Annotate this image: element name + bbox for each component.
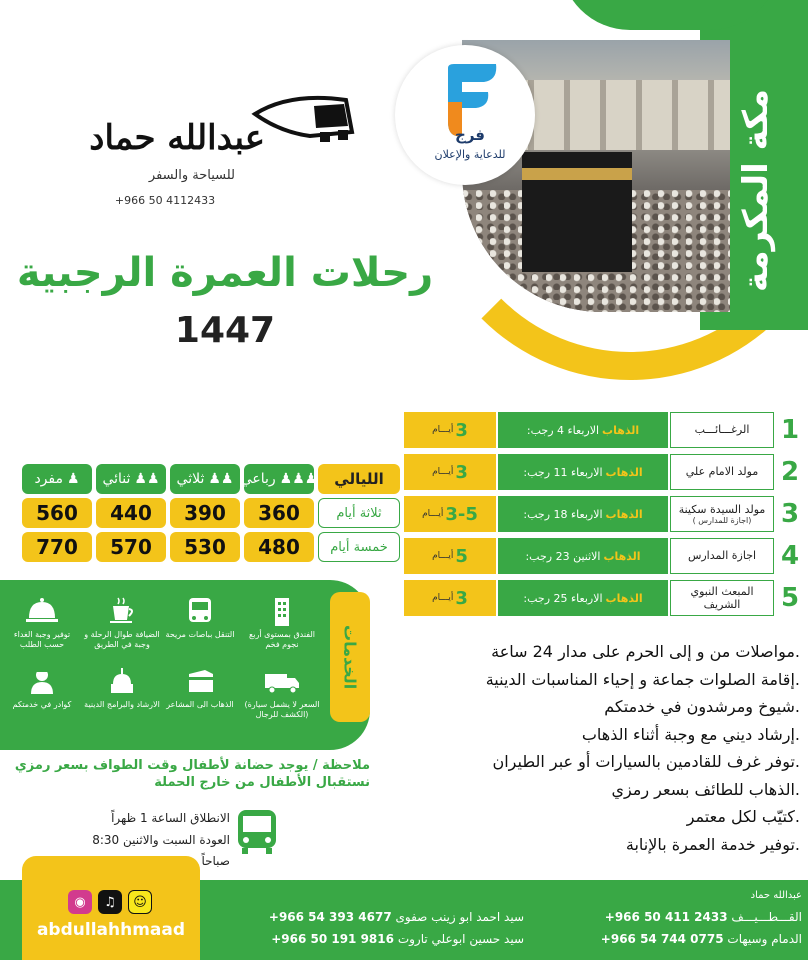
trip-name: اجازة المدارس bbox=[670, 538, 774, 574]
trip-days: أيـــام 3-5 bbox=[404, 496, 496, 532]
coffee-cup-icon bbox=[103, 596, 141, 626]
service-item: الضيافة طوال الرحلة و وجبة في الطريق bbox=[84, 596, 160, 650]
feature-item: مواصلات من و إلى الحرم على مدار 24 ساعة. bbox=[491, 642, 800, 661]
service-item: (السعر لا يشمل سيارة الكشف للرجال) bbox=[244, 666, 320, 720]
price-cell: 390 bbox=[170, 498, 240, 528]
bus-icon bbox=[181, 596, 219, 626]
feature-item: إرشاد ديني مع وجبة أثناء الذهاب. bbox=[581, 724, 800, 744]
price-row-label: خمسة أيام bbox=[318, 532, 400, 562]
contact-qatif: +966 50 411 2433 القـــطـــيـــف bbox=[604, 910, 802, 924]
feature-item: الذهاب للطائف بسعر رمزي. bbox=[611, 779, 800, 799]
brand-tagline: للسياحة والسفر bbox=[148, 168, 235, 183]
price-header-double: ثنائي ♟♟ bbox=[96, 464, 166, 494]
social-handle[interactable]: abdullahhmaad bbox=[36, 920, 186, 940]
trip-row bbox=[404, 410, 804, 450]
brand-bus-logo-icon bbox=[250, 92, 360, 152]
trip-name: مولد السيدة سكينة ( اجازة للمدارس) bbox=[670, 496, 774, 532]
price-cell: 770 bbox=[22, 532, 92, 562]
trip-date: :الاربعاء 4 رجب الذهاب bbox=[498, 412, 668, 448]
trip-number: 4 bbox=[780, 541, 800, 571]
price-cell: 570 bbox=[96, 532, 166, 562]
service-item: الفندق بمستوى أربع نجوم فخم bbox=[244, 596, 320, 650]
kaaba-icon bbox=[181, 666, 219, 696]
feature-item: توفير خدمة العمرة بالإنابة. bbox=[625, 834, 800, 854]
feature-item: إقامة الصلوات جماعة و إحياء المناسبات الدينية. bbox=[485, 669, 800, 689]
trip-name: المبعث النبوي الشريف bbox=[670, 580, 774, 616]
trip-days: أيـــام 3 bbox=[404, 412, 496, 448]
service-item: توفير وجبة الغداء حسب الطلب bbox=[4, 596, 80, 650]
agency-name: فرج bbox=[455, 126, 485, 144]
service-item: التنقل بباصات مريحة bbox=[162, 596, 238, 640]
snapchat-icon[interactable]: ☺ bbox=[128, 890, 152, 914]
trip-row bbox=[404, 494, 804, 534]
contact-dammam: +966 54 744 0775 الدمام وسيهات bbox=[600, 932, 802, 946]
service-item: الذهاب الى المشاعر bbox=[162, 666, 238, 710]
trip-number: 5 bbox=[780, 583, 800, 613]
region-title: مكة المكرمة bbox=[736, 88, 776, 292]
price-cell: 480 bbox=[244, 532, 314, 562]
trip-date: :الاربعاء 11 رجب الذهاب bbox=[498, 454, 668, 490]
contact-safwa: +966 54 393 4677 سيد احمد ابو زينب صفوى bbox=[268, 910, 524, 924]
trip-row bbox=[404, 452, 804, 492]
price-cell: 440 bbox=[96, 498, 166, 528]
trip-date: :الاربعاء 18 رجب الذهاب bbox=[498, 496, 668, 532]
price-header-single: مفرد ♟ bbox=[22, 464, 92, 494]
price-row-label: ثلاثة أيام bbox=[318, 498, 400, 528]
trip-date: :الاثنين 23 رجب الذهاب bbox=[498, 538, 668, 574]
contact-name: عبدالله حماد bbox=[750, 890, 802, 901]
nights-header: الليالي bbox=[318, 464, 400, 494]
trip-days: أيـــام 3 bbox=[404, 580, 496, 616]
nursery-note: ملاحظة / يوجد حضانة لأطفال وقت الطواف بسعر رمزي نستقبال الأطفال من خارج الحملة bbox=[14, 758, 370, 790]
feature-item: شيوخ ومرشدون في خدمتكم. bbox=[604, 697, 800, 717]
agency-tagline: للدعاية والإعلان bbox=[434, 148, 506, 161]
trip-days: أيـــام 3 bbox=[404, 454, 496, 490]
staff-icon bbox=[23, 666, 61, 696]
features-list bbox=[380, 638, 800, 858]
mosque-icon bbox=[103, 666, 141, 696]
instagram-icon[interactable]: ◉ bbox=[68, 890, 92, 914]
trip-name: مولد الامام علي bbox=[670, 454, 774, 490]
page-title: رحلات العمرة الرجبية bbox=[16, 250, 434, 296]
departure-time: الانطلاق الساعة 1 ظهراً bbox=[111, 811, 230, 825]
trip-number: 1 bbox=[780, 415, 800, 445]
services-title: الخدمات bbox=[330, 592, 370, 722]
truck-icon bbox=[263, 666, 301, 696]
service-item: الارشاد والبرامج الدينية bbox=[84, 666, 160, 710]
brand-name: عبدالله حماد bbox=[89, 118, 265, 158]
trip-name: الرغـــائـــب bbox=[670, 412, 774, 448]
kaaba-icon bbox=[522, 152, 632, 272]
price-header-triple: ثلاثي ♟♟ bbox=[170, 464, 240, 494]
price-cell: 360 bbox=[244, 498, 314, 528]
service-item: كوادر في خدمتكم bbox=[4, 666, 80, 710]
trip-number: 2 bbox=[780, 457, 800, 487]
trip-number: 3 bbox=[780, 499, 800, 529]
trip-row bbox=[404, 536, 804, 576]
tiktok-icon[interactable]: ♫ bbox=[98, 890, 122, 914]
bus-icon bbox=[232, 806, 282, 856]
feature-item: كتيّب لكل معتمر. bbox=[686, 807, 800, 827]
page-year: 1447 bbox=[174, 310, 276, 351]
brand-phone: +966 50 4112433 bbox=[114, 194, 216, 207]
trip-date: :الاربعاء 25 رجب الذهاب bbox=[498, 580, 668, 616]
trip-days: أيـــام 5 bbox=[404, 538, 496, 574]
feature-item: توفر غرف للقادمين بالسيارات أو عبر الطيران. bbox=[492, 752, 800, 772]
price-header-quad: رباعي ♟♟♟ bbox=[244, 464, 314, 494]
trip-row bbox=[404, 578, 804, 618]
return-time: العودة السبت والاثنين 8:30 صباحاً bbox=[92, 832, 230, 869]
contact-tarout: +966 50 191 9816 سيد حسين ابوعلي تاروت bbox=[271, 932, 524, 946]
price-cell: 530 bbox=[170, 532, 240, 562]
cloche-icon bbox=[23, 596, 61, 626]
hotel-building-icon bbox=[263, 596, 301, 626]
price-cell: 560 bbox=[22, 498, 92, 528]
